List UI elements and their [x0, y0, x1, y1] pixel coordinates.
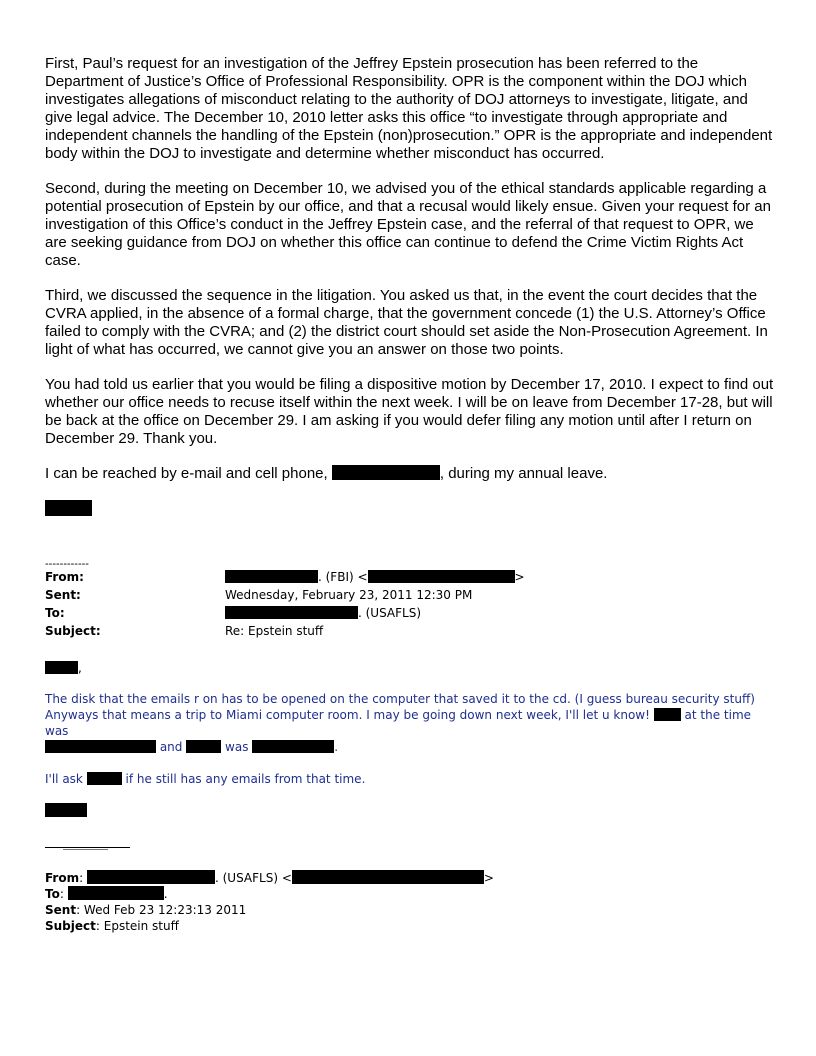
letter-paragraph-1: First, Paul’s request for an investigation of the Jeffrey Epstein prosecution has been referred to the Department of Justice’s Office of Professional Responsibility. OPR is the component within the DOJ which investigates allegations of misconduct relating to the authority of DOJ attorneys to investigate, litigate, and give legal advice. The December 10, 2010 letter asks this office “to investigate through appropriate and independent channels the handling of the Epstein (non)prosecution.” OPR is the appropriate and independent body within the DOJ to investigate and determine whether misconduct has occurred. [45, 55, 773, 162]
greeting-comma: , [78, 661, 82, 675]
redaction-sender-email [368, 570, 515, 583]
email2-subject-row [45, 918, 775, 934]
email1-body-text-5: . [334, 740, 339, 754]
redaction-name-1 [654, 708, 681, 721]
contact-text-before: I can be reached by e-mail and cell phone, [45, 465, 332, 482]
email1-from-row [45, 570, 775, 588]
redaction-name-2 [45, 740, 156, 753]
email1-to-row [45, 606, 775, 624]
email2-to-row: To: . [45, 887, 168, 901]
letter-paragraph-3: Third, we discussed the sequence in the litigation. You asked us that, in the event the court decides that the CVRA applied, in the absence of a formal charge, that the government concede (1) the U.S. Attorney’s Office failed to comply with the CVRA; and (2) the district court should set aside the Non-Prosecution Agreement. In light of what has occurred, we cannot give you an answer on those two points. [45, 287, 768, 358]
email1-from-close: > [514, 570, 525, 584]
email2-from-row: From: . (USAFLS) < > [45, 871, 494, 885]
redaction-greeting-name [45, 661, 78, 674]
redaction-signature [45, 500, 92, 516]
email1-subject-value: Re: Epstein stuff [225, 624, 324, 638]
contact-text-after: , during my annual leave. [439, 465, 608, 482]
email1-subject-row [45, 624, 775, 642]
email1-body-text-2: at the time was [45, 708, 752, 738]
email1-body [45, 691, 775, 787]
email2-from-org: . (USAFLS) < [214, 871, 292, 885]
email2-header [45, 870, 775, 934]
document-page [45, 55, 775, 934]
redaction-email2-sender [87, 870, 215, 884]
email1-to-org: . (USAFLS) [358, 606, 422, 620]
email1-greeting [45, 661, 775, 677]
redaction-sender-name [225, 570, 318, 583]
email1-body2-text-1: I'll ask [45, 772, 87, 786]
email1-sent-label: Sent: [45, 588, 81, 602]
divider-line [45, 847, 130, 848]
email1-body-text-4: was [221, 740, 253, 754]
email2-sent-row [45, 902, 775, 918]
letter-paragraph-5 [45, 465, 775, 483]
email2-subject-label: Subject [45, 919, 96, 933]
letter-paragraph-4: You had told us earlier that you would be filing a dispositive motion by December 17, 2010. I expect to find out whether our office needs to recuse itself within the next week. I will be on leave from December 17-28, but will be back at the office on December 29. I am asking if you would defer filing any motion until after I return on December 29. Thank you. [45, 376, 774, 447]
email1-subject-label: Subject: [45, 624, 101, 638]
redaction-recipient [225, 606, 358, 619]
redaction-name-4 [252, 740, 334, 753]
redaction-email1-signature [45, 803, 87, 817]
divider-line-short [63, 849, 108, 850]
email2-sent-label: Sent [45, 903, 77, 917]
letter-paragraph-2: Second, during the meeting on December 10, we advised you of the ethical standards applicable regarding a potential prosecution of Epstein by our office, and that a recusal would likely ensue. Given your request for an investigation of this Office’s conduct in the Jeffrey Epstein case, and the referral of that request to OPR, we are seeking guidance from DOJ on whether this office can continue to defend the Crime Victim Rights Act case. [45, 180, 771, 269]
email2-from-label: From [45, 871, 80, 885]
email1-body-paragraph-2 [45, 771, 775, 787]
email1-sent-value: Wednesday, February 23, 2011 12:30 PM [225, 588, 473, 602]
email1-header [45, 570, 775, 642]
email2-from-close: > [483, 871, 494, 885]
email1-from-value [225, 570, 525, 584]
email1-from-label: From: [45, 570, 84, 584]
email1-sent-row [45, 588, 775, 606]
email2-to-period: . [163, 887, 168, 901]
redaction-phone [332, 465, 440, 480]
email1-to-label: To: [45, 606, 65, 620]
email2-to-label: To [45, 887, 60, 901]
email1-body-text-3: and [156, 740, 187, 754]
redaction-name-3 [186, 740, 221, 753]
email2-sent-value: : Wed Feb 23 12:23:13 2011 [76, 903, 247, 917]
letter-body [45, 55, 775, 516]
email1-from-org: . (FBI) < [318, 570, 368, 584]
email1-body2-text-2: if he still has any emails from that time. [121, 772, 366, 786]
email2-subject-value: : Epstein stuff [95, 919, 179, 933]
redaction-email2-sender-email [292, 870, 484, 884]
redaction-email2-recipient [68, 886, 164, 900]
email1-body-paragraph-1 [45, 691, 775, 755]
email1-to-value [225, 606, 421, 620]
email1-body-text-1: The disk that the emails r on has to be opened on the computer that saved it to the cd. (I guess bureau security stuff) Anyways that means a trip to Miami computer room. I may be going down next week, I'll let u know! [45, 692, 755, 722]
redaction-name-5 [87, 772, 122, 785]
email-separator: ------------ [45, 558, 89, 570]
